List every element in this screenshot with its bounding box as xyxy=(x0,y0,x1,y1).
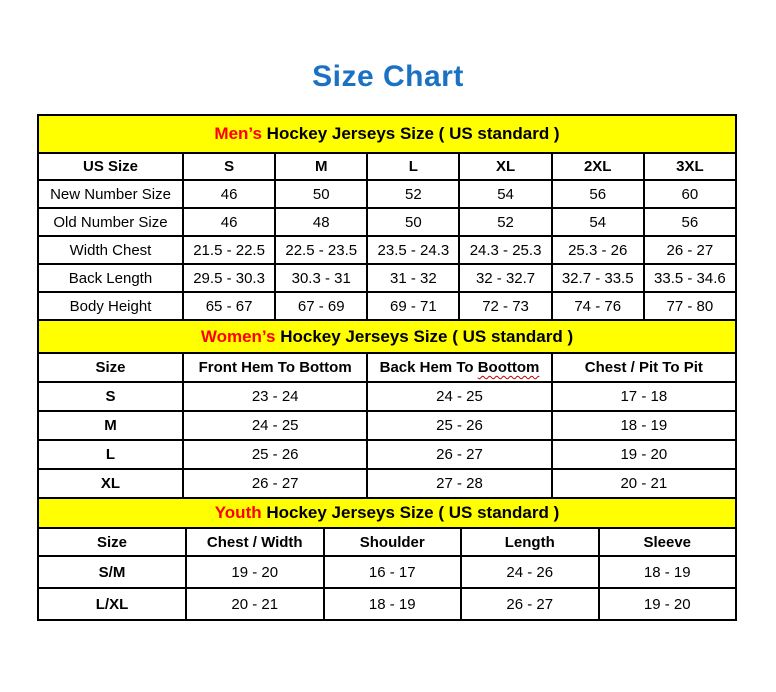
page-title: Size Chart xyxy=(312,60,464,93)
table-cell: 31 - 32 xyxy=(367,264,459,292)
column-header: M xyxy=(275,153,367,180)
table-cell: 52 xyxy=(459,208,551,236)
table-row xyxy=(38,588,736,620)
table-cell: 30.3 - 31 xyxy=(275,264,367,292)
table-cell: 67 - 69 xyxy=(275,292,367,320)
column-header: 2XL xyxy=(552,153,644,180)
column-header: Sleeve xyxy=(599,528,737,556)
table-cell: 56 xyxy=(644,208,736,236)
table-cell: 25 - 26 xyxy=(183,440,367,469)
table-cell: 19 - 20 xyxy=(552,440,736,469)
column-header: 3XL xyxy=(644,153,736,180)
mens-size-table xyxy=(37,114,737,321)
table-cell: 24 - 25 xyxy=(367,382,551,411)
youth-size-table xyxy=(37,497,737,621)
table-row xyxy=(38,382,736,411)
misspelled-word: Boottom xyxy=(477,359,540,376)
table-cell: 19 - 20 xyxy=(186,556,324,588)
chart-container xyxy=(37,114,737,621)
row-label: L/XL xyxy=(38,588,186,620)
womens-section-banner xyxy=(38,320,736,353)
column-header: US Size xyxy=(38,153,183,180)
table-cell: 50 xyxy=(275,180,367,208)
table-cell: 56 xyxy=(552,180,644,208)
row-label: Width Chest xyxy=(38,236,183,264)
mens-banner-row xyxy=(38,115,736,153)
row-label: New Number Size xyxy=(38,180,183,208)
table-cell: 72 - 73 xyxy=(459,292,551,320)
table-cell: 54 xyxy=(459,180,551,208)
column-header: Size xyxy=(38,353,183,382)
table-cell: 32.7 - 33.5 xyxy=(552,264,644,292)
table-cell: 17 - 18 xyxy=(552,382,736,411)
table-cell: 74 - 76 xyxy=(552,292,644,320)
column-header: Shoulder xyxy=(324,528,462,556)
table-row xyxy=(38,556,736,588)
row-label: L xyxy=(38,440,183,469)
table-cell: 26 - 27 xyxy=(183,469,367,498)
table-cell: 46 xyxy=(183,208,275,236)
table-cell: 60 xyxy=(644,180,736,208)
column-header: Chest / Width xyxy=(186,528,324,556)
row-label: S xyxy=(38,382,183,411)
column-header: Front Hem To Bottom xyxy=(183,353,367,382)
table-row xyxy=(38,440,736,469)
table-cell: 23.5 - 24.3 xyxy=(367,236,459,264)
mens-section-banner xyxy=(38,115,736,153)
youth-banner-text: Hockey Jerseys Size ( US standard ) xyxy=(261,503,560,522)
column-header: Size xyxy=(38,528,186,556)
table-cell: 22.5 - 23.5 xyxy=(275,236,367,264)
table-row xyxy=(38,236,736,264)
column-header: S xyxy=(183,153,275,180)
table-cell: 26 - 27 xyxy=(367,440,551,469)
womens-header-row xyxy=(38,353,736,382)
table-cell: 16 - 17 xyxy=(324,556,462,588)
table-cell: 18 - 19 xyxy=(324,588,462,620)
column-header: Chest / Pit To Pit xyxy=(552,353,736,382)
column-header: L xyxy=(367,153,459,180)
table-cell: 32 - 32.7 xyxy=(459,264,551,292)
table-cell: 20 - 21 xyxy=(552,469,736,498)
table-cell: 26 - 27 xyxy=(461,588,599,620)
youth-header-row xyxy=(38,528,736,556)
womens-banner-highlight: Women’s xyxy=(200,326,276,346)
table-cell: 21.5 - 22.5 xyxy=(183,236,275,264)
table-cell: 27 - 28 xyxy=(367,469,551,498)
row-label: M xyxy=(38,411,183,440)
table-row xyxy=(38,180,736,208)
table-cell: 26 - 27 xyxy=(644,236,736,264)
table-cell: 25.3 - 26 xyxy=(552,236,644,264)
table-cell: 25 - 26 xyxy=(367,411,551,440)
table-cell: 65 - 67 xyxy=(183,292,275,320)
table-cell: 24 - 25 xyxy=(183,411,367,440)
table-row xyxy=(38,469,736,498)
table-row xyxy=(38,208,736,236)
table-row xyxy=(38,264,736,292)
table-cell: 24.3 - 25.3 xyxy=(459,236,551,264)
table-cell: 24 - 26 xyxy=(461,556,599,588)
column-header-text: Back Hem To xyxy=(379,359,478,376)
table-cell: 20 - 21 xyxy=(186,588,324,620)
table-cell: 18 - 19 xyxy=(552,411,736,440)
mens-banner-text: Hockey Jerseys Size ( US standard ) xyxy=(261,124,560,143)
mens-banner-highlight: Men’s xyxy=(214,124,262,143)
womens-size-table xyxy=(37,319,737,499)
table-cell: 77 - 80 xyxy=(644,292,736,320)
mens-header-row xyxy=(38,153,736,180)
youth-section-banner xyxy=(38,498,736,528)
womens-banner-text: Hockey Jerseys Size ( US standard ) xyxy=(275,326,574,346)
youth-banner-row xyxy=(38,498,736,528)
row-label: Body Height xyxy=(38,292,183,320)
youth-banner-highlight: Youth xyxy=(214,503,262,522)
row-label: S/M xyxy=(38,556,186,588)
column-header: Length xyxy=(461,528,599,556)
column-header xyxy=(367,353,551,382)
table-cell: 18 - 19 xyxy=(599,556,737,588)
row-label: Old Number Size xyxy=(38,208,183,236)
table-row xyxy=(38,292,736,320)
table-cell: 50 xyxy=(367,208,459,236)
table-cell: 54 xyxy=(552,208,644,236)
table-cell: 52 xyxy=(367,180,459,208)
row-label: XL xyxy=(38,469,183,498)
table-cell: 29.5 - 30.3 xyxy=(183,264,275,292)
table-cell: 48 xyxy=(275,208,367,236)
table-cell: 33.5 - 34.6 xyxy=(644,264,736,292)
row-label: Back Length xyxy=(38,264,183,292)
table-row xyxy=(38,411,736,440)
womens-banner-row xyxy=(38,320,736,353)
table-cell: 69 - 71 xyxy=(367,292,459,320)
column-header: XL xyxy=(459,153,551,180)
table-cell: 46 xyxy=(183,180,275,208)
table-cell: 19 - 20 xyxy=(599,588,737,620)
table-cell: 23 - 24 xyxy=(183,382,367,411)
